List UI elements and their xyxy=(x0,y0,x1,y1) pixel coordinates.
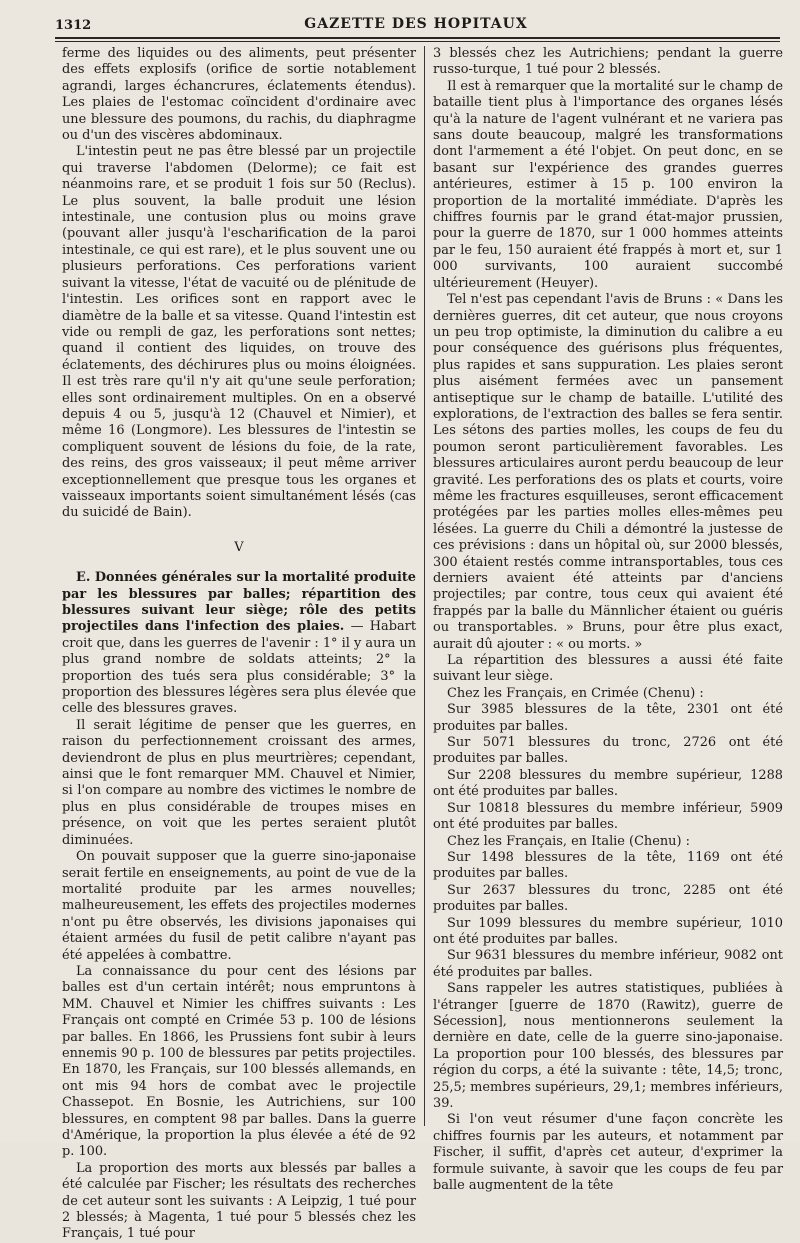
paragraph: Chez les Français, en Crimée (Chenu) : xyxy=(447,685,704,701)
section-heading: E. Données générales sur la mortalité produite par les blessures par balles; répartition des blessures suivant leur siège; rôle des petits projectiles dans l'infection des plaies. xyxy=(62,570,416,635)
paragraph: Si l'on veut résumer d'une façon concrète les chiffres fournis par les auteurs, et notamment par Fischer, il suffit, d'après cet auteur, d'exprimer la formule suivante, à savoir que les coups de feu par balle augmentent de la tête xyxy=(433,1112,783,1194)
paragraph: Il est à remarquer que la mortalité sur le champ de bataille tient plus à l'importance des organes lésés qu'à la nature de l'agent vulnérant et ne variera pas sans doute beaucoup, malgré les transformations dont l'armement a été l'objet. On peut donc, en se basant sur l'expérience des grandes guerres antérieures, estimer à 15 p. 100 environ la proportion de la mortalité immédiate. D'après les chiffres fournis par le grand état-major prussien, pour la guerre de 1870, sur 1 000 hommes atteints par le feu, 150 auraient été frappés à mort et, sur 1 000 survivants, 100 auraient succombé ultérieurement (Heuyer). xyxy=(433,78,783,291)
page-number: 1312 xyxy=(55,18,92,33)
paragraph: Sur 2637 blessures du tronc, 2285 ont été produites par balles. xyxy=(433,882,783,915)
paragraph: Il serait légitime de penser que les guerres, en raison du perfectionnement croissant des armes, deviendront de plus en plus meurtrières; cependant, ainsi que le font remarquer MM. Chauvel et Nimier, si l'on compare au nombre des victimes le nombre de plus en plus considérable de troupes mises en présence, on voit que les pertes seraient plutôt diminuées. xyxy=(62,717,416,848)
paragraph: Sans rappeler les autres statistiques, publiées à l'étranger [guerre de 1870 (Rawitz), guerre de Sécession], nous mentionnerons seulement la dernière en date, celle de la guerre sino-japonaise. La proportion pour 100 blessés, des blessures par région du corps, a été la suivante : tête, 14,5; tronc, 25,5; membres supérieurs, 29,1; membres inférieurs, 39. xyxy=(433,981,783,1111)
paragraph: Sur 5071 blessures du tronc, 2726 ont été produites par balles. xyxy=(433,735,783,767)
paragraph: Sur 10818 blessures du membre inférieur, 5909 ont été produites par balles. xyxy=(433,800,783,833)
paragraph: Sur 9631 blessures du membre inférieur, 9082 ont été produites par balles. xyxy=(433,948,783,980)
section-heading-text: — Habart croit que, dans les guerres de l'avenir : 1° il y aura un plus grand nombre de soldats atteints; 2° la proportion des tués sera plus considérable; 3° la proportion des blessures légères sera plus élevée que celle des blessures graves. xyxy=(62,619,416,717)
paragraph: On pouvait supposer que la guerre sino-japonaise serait fertile en enseignements, au point de vue de la mortalité produite par les armes nouvelles; malheureusement, les effets des projectiles modernes n'ont pu être observés, les divisions japonaises qui étaient armées du fusil de petit calibre n'ayant pas été appelées à combattre. xyxy=(62,849,416,963)
paragraph: Tel n'est pas cependant l'avis de Bruns : « Dans les dernières guerres, dit cet auteur, que nous croyons un peu trop optimiste, la diminution du calibre a eu pour conséquence des guérisons plus fréquentes, plus rapides et sans suppuration. Les plaies seront plus aisément fermées avec un pansement antiseptique sur le champ de bataille. L'utilité des explorations, de l'extraction des balles se fera sentir. Les sétons des parties molles, les coups de feu du poumon seront particulièrement favorables. Les blessures articulaires auront perdu beaucoup de leur gravité. Les perforations des os plats et courts, voire même les fractures esquilleuses, seront efficacement protégées par les parties molles elles-mêmes peu lésées. La guerre du Chili a démontré la justesse de ces prévisions : dans un hôpital où, sur 2000 blessés, 300 étaient restés comme intransportables, tous ces derniers avaient été atteints par d'anciens projectiles; par contre, tous ceux qui avaient été frappés par la balle du Männlicher étaient ou guéris ou transportables. » Bruns, pour être plus exact, aurait dû ajouter : « ou morts. » xyxy=(433,292,783,652)
section-heading-paragraph xyxy=(62,570,416,718)
header-rule-thin xyxy=(55,41,780,42)
journal-title: GAZETTE DES HOPITAUX xyxy=(304,16,528,32)
header-rule-thick xyxy=(55,37,780,39)
paragraph: La connaissance du pour cent des lésions par balles est d'un certain intérêt; nous empruntons à MM. Chauvel et Nimier les chiffres suivants : Les Français ont compté en Crimée 53 p. 100 de lésions par balles. En 1866, les Prussiens font subir à leurs ennemis 90 p. 100 de blessures par petits projectiles. En 1870, les Français, sur 100 blessés allemands, en ont mis 94 hors de combat avec le projectile Chassepot. En Bosnie, les Autrichiens, sur 100 blessures, en comptent 98 par balles. Dans la guerre d'Amérique, la proportion la plus élevée a été de 92 p. 100. xyxy=(62,963,416,1160)
paragraph: Sur 2208 blessures du membre supérieur, 1288 ont été produites par balles. xyxy=(433,767,783,800)
paragraph: 3 blessés chez les Autrichiens; pendant la guerre russo-turque, 1 tué pour 2 blessés. xyxy=(433,46,783,78)
paragraph: L'intestin peut ne pas être blessé par un projectile qui traverse l'abdomen (Delorme); ce fait est néanmoins rare, et se produit 1 fois sur 50 (Reclus). Le plus souvent, la balle produit une lésion intestinale, une contusion plus ou moins grave (pouvant aller jusqu'à l'escharification de la paroi intestinale, ce qui est rare), et le plus souvent une ou plusieurs perforations. Ces perforations varient suivant la vitesse, l'état de vacuité ou de plénitude de l'intestin. Les orifices sont en rapport avec le diamètre de la balle et sa vitesse. Quand l'intestin est vide ou rempli de gaz, les perforations sont nettes; quand il contient des liquides, on trouve des éclatements, des déchirures plus ou moins éloignées. Il est très rare qu'il n'y ait qu'une seule perforation; elles sont ordinairement multiples. On en a observé depuis 4 ou 5, jusqu'à 12 (Chauvel et Nimier), et même 16 (Longmore). Les blessures de l'intestin se compliquent souvent de lésions du foie, de la rate, des reins, des gros vaisseaux; il peut même arriver exceptionnellement que presque tous les organes et vaisseaux importants soient simultanément lésés (cas du suicidé de Bain). xyxy=(62,144,416,521)
column-divider xyxy=(424,46,425,1126)
paragraph: Sur 1099 blessures du membre supérieur, 1010 ont été produites par balles. xyxy=(433,915,783,947)
page-header xyxy=(55,12,777,36)
section-number: V xyxy=(234,539,244,555)
paragraph: Chez les Français, en Italie (Chenu) : xyxy=(447,833,690,849)
paragraph: La répartition des blessures a aussi été faite suivant leur siège. xyxy=(433,653,783,685)
right-column xyxy=(433,46,783,1194)
paragraph: Sur 3985 blessures de la tête, 2301 ont été produites par balles. xyxy=(433,702,783,734)
paragraph: La proportion des morts aux blessés par balles a été calculée par Fischer; les résultats des recherches de cet auteur sont les suivants : A Leipzig, 1 tué pour 2 blessés; à Magenta, 1 tué pour 5 blessés chez les Français, 1 tué pour xyxy=(62,1160,416,1242)
paragraph: ferme des liquides ou des aliments, peut présenter des effets explosifs (orifice de sortie notablement agrandi, larges échancrures, éclatements étendus). Les plaies de l'estomac coïncident d'ordinaire avec une blessure des poumons, du rachis, du diaphragme ou d'un des viscères abdominaux. xyxy=(62,46,416,144)
paragraph: Sur 1498 blessures de la tête, 1169 ont été produites par balles. xyxy=(433,849,783,882)
left-column xyxy=(62,46,416,1243)
